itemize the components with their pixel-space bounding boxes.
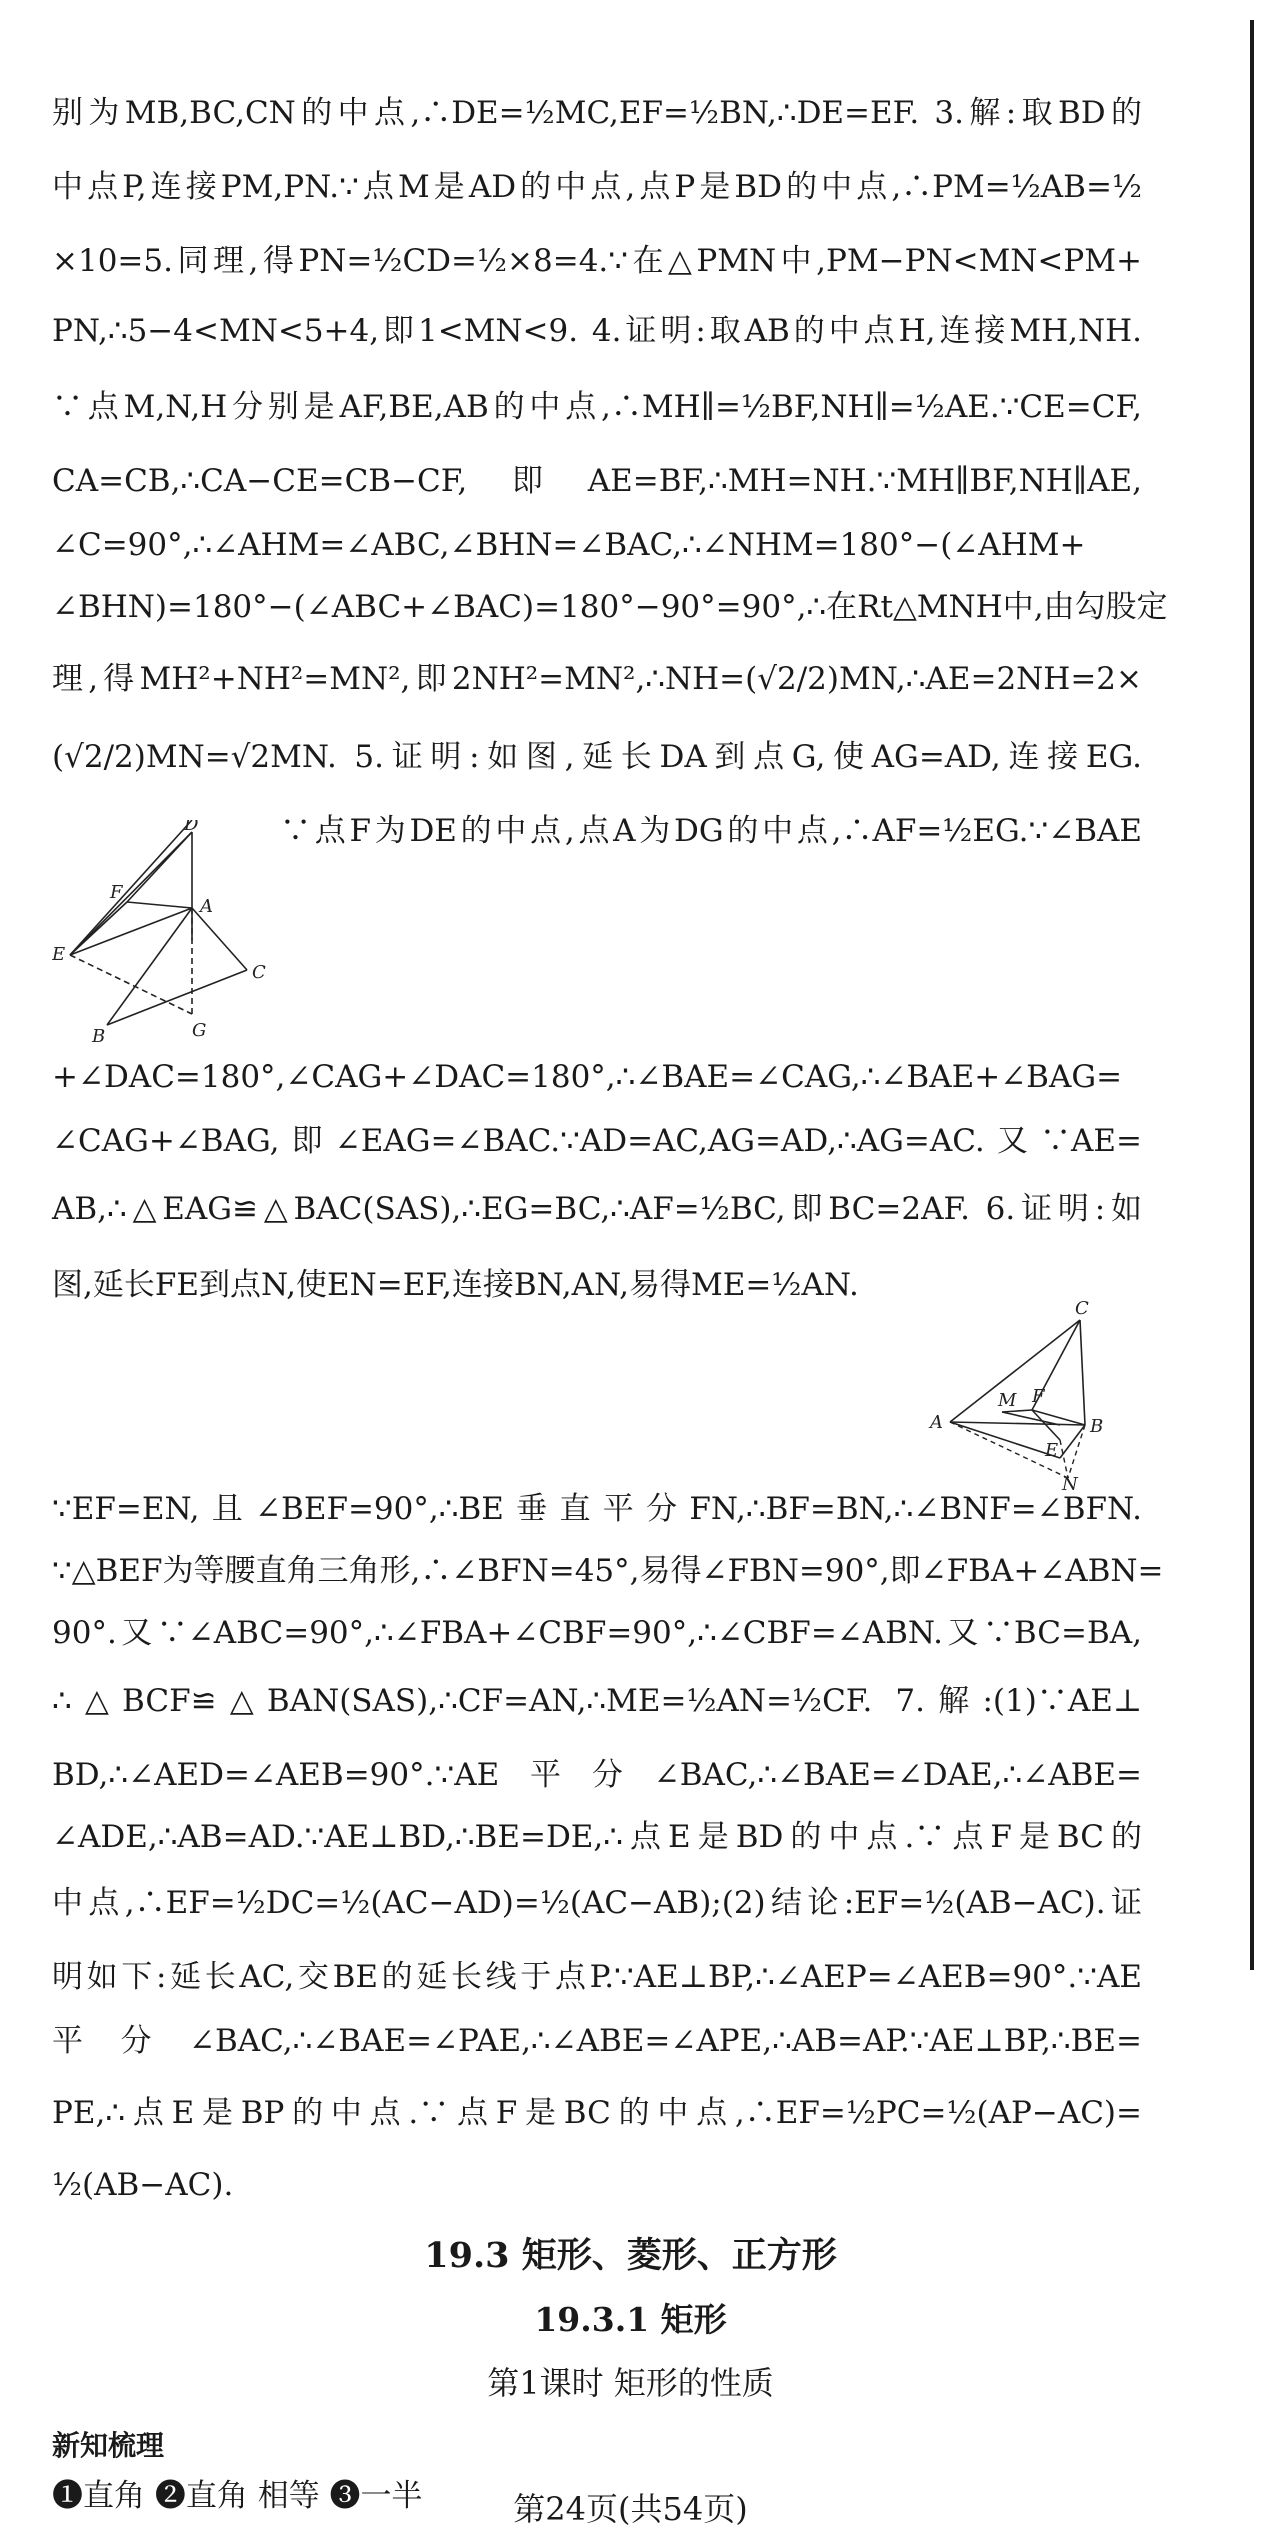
text-line: ½(AB−AC). <box>52 2167 234 2203</box>
text-line: +∠DAC=180°,∠CAG+∠DAC=180°,∴∠BAE=∠CAG,∴∠BAE+∠BAG= <box>52 1059 1123 1095</box>
figure-5-label-C: C <box>252 962 266 983</box>
text-line: BD,∴∠AED=∠AEB=90°.∵AE平分∠BAC,∴∠BAE=∠DAE,∴∠ABE= <box>52 1757 1142 1793</box>
new-knowledge-label: 新知梳理 <box>52 2429 165 2462</box>
text-line: 图,延长FE到点N,使EN=EF,连接BN,AN,易得ME=½AN. <box>52 1267 859 1303</box>
figure-6-label-C: C <box>1075 1300 1089 1319</box>
text-line: ∵△BEF为等腰直角三角形,∴∠BFN=45°,易得∠FBN=90°,即∠FBA+∠ABN= <box>52 1553 1164 1589</box>
text-line: ∠BHN)=180°−(∠ABC+∠BAC)=180°−90°=90°,∴在Rt△MNH中,由勾股定 <box>52 589 1168 625</box>
figure-6-label-M: M <box>998 1390 1017 1411</box>
new-knowledge-answers: ❶直角 ❷直角 相等 ❸一半 <box>52 2478 423 2514</box>
figure-6-label-N: N <box>1062 1474 1078 1490</box>
text-line: ∵点F为DE的中点,点A为DG的中点,∴AF=½EG.∵∠BAE <box>280 813 1142 849</box>
lesson-heading: 第1课时 矩形的性质 <box>487 2364 774 2402</box>
text-line: ∴△BCF≌△BAN(SAS),∴CF=AN,∴ME=½AN=½CF. 7.解:(1)∵AE⊥ <box>52 1683 1142 1719</box>
text-line: 中点,∴EF=½DC=½(AC−AD)=½(AC−AB);(2)结论:EF=½(AB−AC).证 <box>52 1885 1142 1921</box>
text-line: CA=CB,∴CA−CE=CB−CF,即AE=BF,∴MH=NH.∵MH∥BF,NH∥AE, <box>52 463 1142 499</box>
figure-5-label-D: D <box>184 820 199 835</box>
text-line: 平分∠BAC,∴∠BAE=∠PAE,∴∠ABE=∠APE,∴AB=AP.∵AE⊥BP,∴BE= <box>52 2023 1142 2059</box>
text-line: ∵EF=EN,且∠BEF=90°,∴BE垂直平分FN,∴BF=BN,∴∠BNF=∠BFN. <box>52 1491 1142 1527</box>
figure-5-label-F: F <box>110 882 123 903</box>
figure-6-svg <box>920 1300 1140 1490</box>
text-line: ∠C=90°,∴∠AHM=∠ABC,∠BHN=∠BAC,∴∠NHM=180°−(∠AHM+ <box>52 527 1086 563</box>
figure-6-label-B: B <box>1090 1416 1104 1437</box>
figure-5-label-B: B <box>92 1026 106 1047</box>
figure-6-label-A: A <box>930 1412 943 1433</box>
figure-6-label-F: F <box>1032 1386 1045 1407</box>
page-footer: 第24页(共54页) <box>513 2490 748 2528</box>
text-line: PE,∴点E是BP的中点.∵点F是BC的中点,∴EF=½PC=½(AP−AC)= <box>52 2095 1142 2131</box>
figure-5-label-A: A <box>200 896 213 917</box>
figure-problem-6 <box>920 1300 1140 1490</box>
text-line: 90°.又∵∠ABC=90°,∴∠FBA+∠CBF=90°,∴∠CBF=∠ABN.又∵BC=BA, <box>52 1615 1142 1651</box>
page-edge-rule <box>1250 20 1254 1970</box>
text-line: 中点P,连接PM,PN.∵点M是AD的中点,点P是BD的中点,∴PM=½AB=½ <box>52 169 1142 205</box>
subsection-heading: 19.3.1 矩形 <box>534 2300 727 2339</box>
text-line: 别为MB,BC,CN的中点,∴DE=½MC,EF=½BN,∴DE=EF. 3.解:取BD的 <box>52 95 1142 131</box>
text-line: 明如下:延长AC,交BE的延长线于点P.∵AE⊥BP,∴∠AEP=∠AEB=90°.∵AE <box>52 1959 1142 1995</box>
text-line: PN,∴5−4<MN<5+4,即1<MN<9. 4.证明:取AB的中点H,连接MH,NH. <box>52 313 1142 349</box>
figure-problem-5 <box>52 820 272 1050</box>
figure-6-label-E: E <box>1045 1440 1059 1461</box>
figure-5-label-E: E <box>52 944 66 965</box>
text-line: ∵点M,N,H分别是AF,BE,AB的中点,∴MH∥=½BF,NH∥=½AE.∵CE=CF, <box>52 389 1142 425</box>
text-line: ×10=5.同理,得PN=½CD=½×8=4.∵在△PMN中,PM−PN<MN<PM+ <box>52 243 1142 279</box>
figure-5-label-G: G <box>192 1020 207 1041</box>
text-line: ∠CAG+∠BAG,即∠EAG=∠BAC.∵AD=AC,AG=AD,∴AG=AC.又∵AE= <box>52 1123 1142 1159</box>
text-line: ∠ADE,∴AB=AD.∵AE⊥BD,∴BE=DE,∴点E是BD的中点.∵点F是BC的 <box>52 1819 1142 1855</box>
text-line: 理,得MH²+NH²=MN²,即2NH²=MN²,∴NH=(√2/2)MN,∴AE=2NH=2× <box>52 661 1142 697</box>
text-line: (√2/2)MN=√2MN. 5.证明:如图,延长DA到点G,使AG=AD,连接EG. <box>52 739 1142 775</box>
section-heading: 19.3 矩形、菱形、正方形 <box>424 2235 837 2276</box>
text-line: AB,∴△EAG≌△BAC(SAS),∴EG=BC,∴AF=½BC,即BC=2AF. 6.证明:如 <box>52 1191 1142 1227</box>
figure-5-svg <box>52 820 272 1050</box>
